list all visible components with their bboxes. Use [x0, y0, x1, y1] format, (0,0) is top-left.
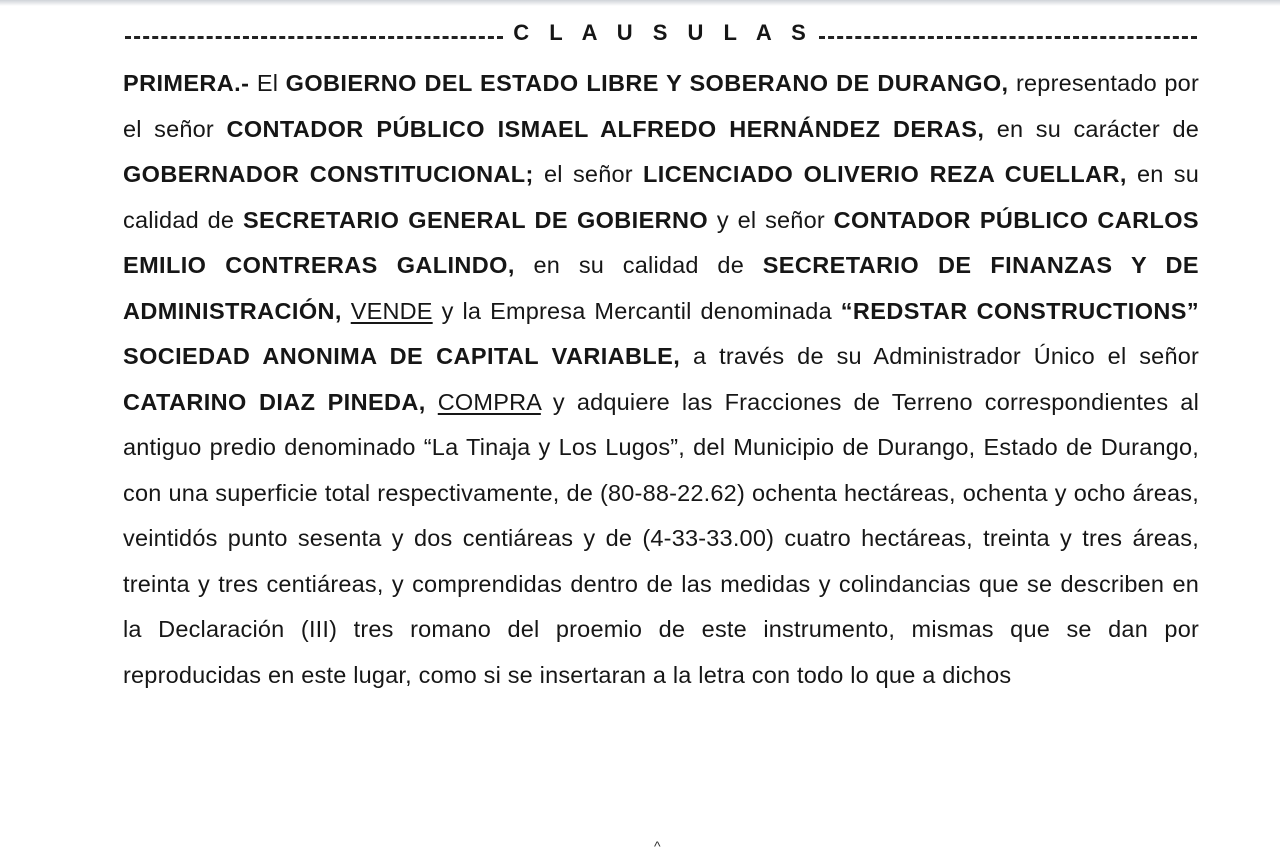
text-segment: y la Empresa Mercantil denominada	[432, 297, 841, 324]
text-segment: y adquiere las Fracciones de Terreno correspondientes al antiguo predio denominado “La Tinaja y Los Lugos”, del Municipio de Durango, Estado de Durango, con una superficie total respectivamente, de (80-88-22.62) ochenta hectáreas, ochenta y ocho áreas, veintidós punto sesenta y dos centiáreas y de (4-33-33.00) cuatro hectáreas, treinta y tres áreas, treinta y tres centiáreas, y comprendidas dentro de las medidas y colindancias que se describen en la Declaración (III) tres romano del proemio de este instrumento, mismas que se dan por reproducidas en este lugar, como si se insertaran a la letra con todo lo que a dichos	[123, 388, 1199, 688]
bold-text-segment: SECRETARIO GENERAL DE GOBIERNO	[242, 206, 709, 233]
text-segment: en su carácter de	[984, 115, 1199, 142]
text-segment: a través de su Administrador Único el señor	[680, 343, 1200, 369]
text-segment	[342, 298, 351, 324]
text-segment: El	[249, 70, 286, 96]
page-footer-mark: ^	[654, 838, 661, 854]
heading-dash-left	[125, 36, 503, 39]
text-segment: representado por el señor	[123, 70, 1199, 142]
clause-primera-paragraph	[123, 61, 1199, 698]
text-segment: en su calidad de	[123, 161, 1200, 233]
bold-text-segment: CONTADOR PÚBLICO ISMAEL ALFREDO HERNÁNDEZ DERAS,	[226, 115, 985, 142]
clauses-title: C L A U S U L A S	[513, 20, 813, 45]
bold-text-segment: PRIMERA.-	[123, 70, 250, 96]
text-segment: y el señor	[708, 206, 834, 233]
bold-text-segment: “REDSTAR CONSTRUCTIONS” SOCIEDAD ANONIMA DE CAPITAL VARIABLE,	[123, 297, 1199, 369]
underlined-text-segment: COMPRA	[437, 388, 541, 415]
text-segment: el señor	[533, 161, 644, 187]
underlined-text-segment: VENDE	[350, 297, 433, 324]
scan-top-edge	[0, 0, 1280, 6]
bold-text-segment: CATARINO DIAZ PINEDA,	[123, 388, 426, 415]
bold-text-segment: SECRETARIO DE FINANZAS Y DE ADMINISTRACIÓN,	[123, 252, 1199, 324]
heading-dash-right	[819, 36, 1197, 39]
bold-text-segment: LICENCIADO OLIVERIO REZA CUELLAR,	[643, 161, 1127, 187]
bold-text-segment: GOBIERNO DEL ESTADO LIBRE Y SOBERANO DE DURANGO,	[285, 70, 1009, 96]
clauses-heading	[125, 20, 1197, 46]
text-segment: en su calidad de	[514, 252, 763, 278]
text-segment	[426, 389, 438, 415]
bold-text-segment: CONTADOR PÚBLICO CARLOS EMILIO CONTRERAS GALINDO,	[123, 206, 1200, 278]
bold-text-segment: GOBERNADOR CONSTITUCIONAL;	[123, 161, 534, 187]
